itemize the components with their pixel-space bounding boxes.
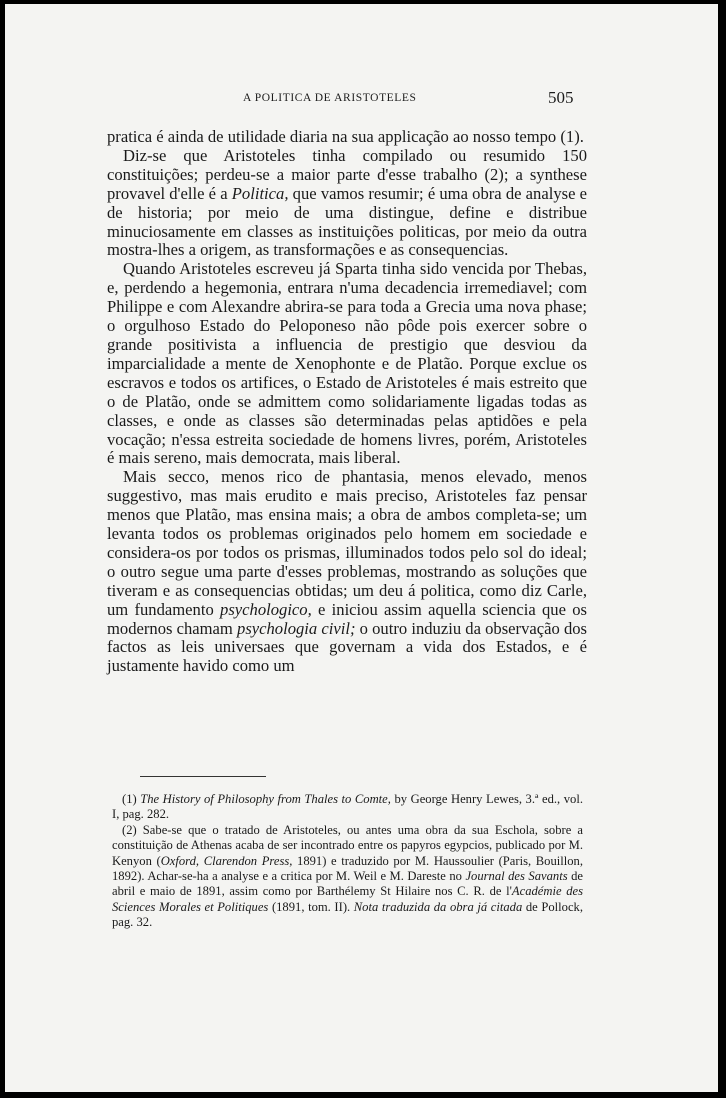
- italic-term: psychologico,: [220, 599, 312, 619]
- footnote-divider: [140, 776, 266, 777]
- paragraph-3: Quando Aristoteles escreveu já Sparta tinha sido vencida por Thebas, e, perdendo a hegemonia, entrara n'uma decadencia irremediavel; com Philippe e com Alexandre abrira-se para toda a Grecia uma nova phase; o orgulhoso Estado do Peloponeso não pôde pois exercer sobre o grande positivista a influencia de prestigio que desviou da imparcialidade a mente de Xenophonte e de Platão. Porque exclue os escravos e todos os artifices, o Estado de Aristoteles é mais estreito que o de Platão, onde se admittem como solidariamente ligadas todas as classes, e onde as classes são determinadas pelas aptidões e pela vocação; n'essa estreita sociedade de homens livres, porém, Aristoteles é mais sereno, mais democrata, mais liberal.: [107, 259, 587, 468]
- footnotes: [112, 792, 583, 931]
- running-title: A POLITICA DE ARISTOTELES: [243, 92, 417, 104]
- page-number: 505: [548, 88, 574, 107]
- book-page: [5, 4, 718, 1092]
- paragraph-1: pratica é ainda de utilidade diaria na sua applicação ao nosso tempo (1).: [107, 127, 584, 146]
- paragraph-4: Mais secco, menos rico de phantasia, menos elevado, menos suggestivo, mas mais erudito e mais preciso, Aristoteles faz pensar menos que Platão, mas ensina mais; a obra de ambos completa-se; um levanta todos os problemas originados pelo homem em sociedade e considera-os por todos os prismas, illuminados todos pelo sol do ideal; o outro segue uma parte d'esses problemas, mostrando as soluções que tiveram e as consequencias obtidas; um deu á politica, como diz Carle, um fundamento psychologico, e iniciou assim aquella sciencia que os modernos chamam psychologia civil; o outro induziu da observação dos factos as leis universaes que governam a vida dos Estados, e é justamente havido como um: [107, 467, 587, 676]
- body-text: [107, 128, 587, 676]
- footnote-1: (1) The History of Philosophy from Thales to Comte, by George Henry Lewes, 3.ª ed., vol. I, pag. 282.: [112, 792, 583, 822]
- footnote-2: (2) Sabe-se que o tratado de Aristoteles, ou antes uma obra da sua Eschola, sobre a constituição de Athenas acaba de ser incontrado entre os papyros egypcios, publicado por M. Kenyon (Oxford, Clarendon Press, 1891) e traduzido por M. Haussoulier (Paris, Bouillon, 1892). Achar-se-ha a analyse e a critica por M. Weil e M. Dareste no Journal des Savants de abril e maio de 1891, assim como por Barthélemy St Hilaire nos C. R. de l'Académie des Sciences Morales et Politiques (1891, tom. II). Nota traduzida da obra já citada de Pollock, pag. 32.: [112, 822, 584, 930]
- italic-title: Politica,: [231, 183, 289, 203]
- page-header: [5, 88, 718, 112]
- paragraph-2: Diz-se que Aristoteles tinha compilado ou resumido 150 constituições; perdeu-se a maior parte d'esse trabalho (2); a synthese provavel d'elle é a Politica, que vamos resumir; é uma obra de analyse e de historia; por meio de uma distingue, define e distribue minuciosamente em classes as instituições politicas, por meio da outra mostra-lhes a origem, as transformações e as consequencias.: [107, 145, 587, 260]
- italic-term: psychologia civil;: [237, 618, 356, 638]
